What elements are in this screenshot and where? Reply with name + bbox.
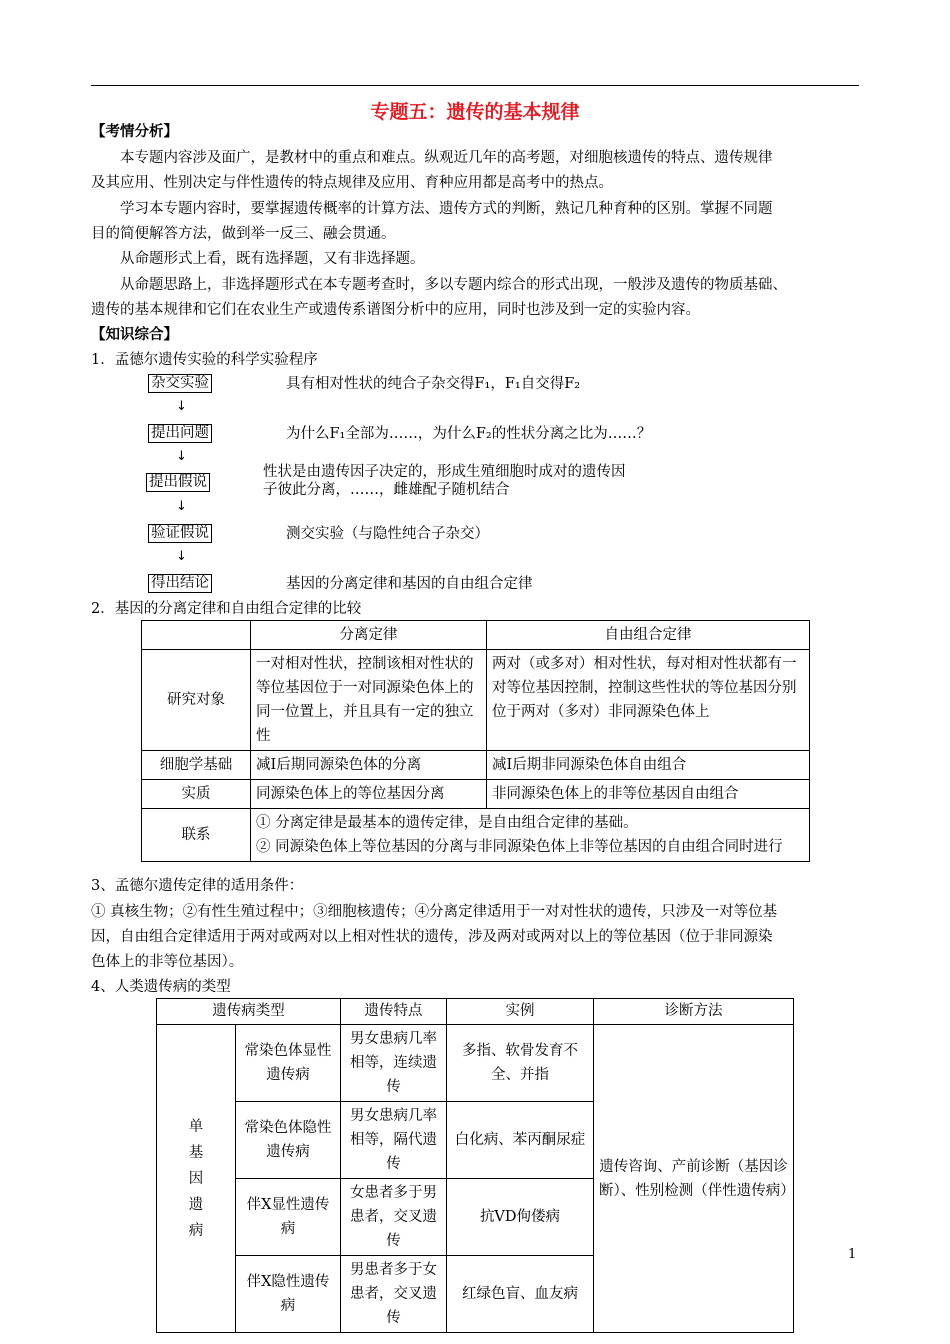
table-cell: 伴X隐性遗传病: [236, 1256, 341, 1333]
flow-step-label: 杂交实验: [148, 374, 212, 393]
table-cell: [251, 809, 810, 862]
table-row: [142, 780, 810, 809]
analysis-p4a: 从命题思路上，非选择题形式在本专题考查时，多以专题内综合的形式出现，一般涉及遗传的物质基础、: [120, 277, 787, 293]
row-label: 研究对象: [142, 650, 251, 751]
flow-step-label: 提出假说: [146, 473, 210, 492]
table-cell: 减Ⅰ后期非同源染色体自由组合: [487, 751, 810, 780]
analysis-p2a: 学习本专题内容时，要掌握遗传概率的计算方法、遗传方式的判断，熟记几种育种的区别。掌握不同题: [120, 201, 773, 217]
table-corner: [142, 621, 251, 650]
diagnosis-cell: 遗传咨询、产前诊断（基因诊断）、性别检测（伴性遗传病）: [594, 1025, 794, 1333]
disease-table: [156, 998, 794, 1333]
table-header: 诊断方法: [594, 999, 794, 1025]
flow-step-label: 得出结论: [148, 574, 212, 593]
flow-step-label: 提出问题: [148, 424, 212, 443]
analysis-p2b: 目的简便解答方法，做到举一反三、融会贯通。: [91, 226, 396, 242]
table-header: 实例: [447, 999, 594, 1025]
comparison-table: [141, 620, 810, 862]
flow-step-text: 具有相对性状的纯合子杂交得F₁，F₁自交得F₂: [286, 376, 581, 392]
link-line-1: ① 分离定律是最基本的遗传定律，是自由组合定律的基础。: [256, 815, 638, 831]
table-cell: 红绿色盲、血友病: [447, 1256, 594, 1333]
table-cell: 男女患病几率相等，隔代遗传: [341, 1102, 447, 1179]
section3-line-1: ① 真核生物；②有性生殖过程中；③细胞核遗传；④分离定律适用于一对对性状的遗传，只涉及一对等位基: [91, 904, 778, 920]
page-number: 1: [848, 1247, 857, 1262]
analysis-p1a: 本专题内容涉及面广，是教材中的重点和难点。纵观近几年的高考题，对细胞核遗传的特点、遗传规律: [120, 150, 773, 166]
table-cell: 抗VD佝偻病: [447, 1179, 594, 1256]
table-cell: 多指、软骨发育不全、并指: [447, 1025, 594, 1102]
table-cell: 伴X显性遗传病: [236, 1179, 341, 1256]
section3-line-2: 因，自由组合定律适用于两对或两对以上相对性状的遗传，涉及两对或两对以上的等位基因（位于非同源染: [91, 929, 773, 945]
table-row: [142, 751, 810, 780]
row-label: 实质: [142, 780, 251, 809]
flow-step-text: 基因的分离定律和基因的自由组合定律: [286, 576, 533, 592]
table-header: 自由组合定律: [487, 621, 810, 650]
table-header: 遗传病类型: [157, 999, 341, 1025]
table-cell: 减Ⅰ后期同源染色体的分离: [251, 751, 487, 780]
header-rule: [91, 85, 859, 86]
down-arrow-icon: ↓: [176, 549, 187, 564]
flow-step-text: 性状是由遗传因子决定的，形成生殖细胞时成对的遗传因: [263, 464, 626, 480]
table-header: 分离定律: [251, 621, 487, 650]
page-title: 专题五：遗传的基本规律: [370, 101, 580, 123]
table-cell: 非同源染色体上的非等位基因自由组合: [487, 780, 810, 809]
analysis-heading: 【考情分析】: [91, 123, 178, 140]
group-char: 因: [188, 1170, 204, 1187]
flow-step-text: 为什么F₁全部为……，为什么F₂的性状分离之比为……？: [286, 426, 652, 442]
table-cell: 白化病、苯丙酮尿症: [447, 1102, 594, 1179]
analysis-p3: 从命题形式上看，既有选择题，又有非选择题。: [120, 251, 425, 267]
group-label: [157, 1025, 236, 1333]
flow-step-text: 测交实验（与隐性纯合子杂交）: [286, 526, 489, 542]
down-arrow-icon: ↓: [176, 449, 187, 464]
link-line-2: ② 同源染色体上等位基因的分离与非同源染色体上非等位基因的自由组合同时进行: [256, 839, 783, 855]
analysis-p4b: 遗传的基本规律和它们在农业生产或遗传系谱图分析中的应用，同时也涉及到一定的实验内容。: [91, 302, 700, 318]
analysis-p1b: 及其应用、性别决定与伴性遗传的特点规律及应用、育种应用都是高考中的热点。: [91, 175, 613, 191]
down-arrow-icon: ↓: [176, 499, 187, 514]
group-char: 病: [188, 1222, 204, 1239]
section1-heading: 1．孟德尔遗传实验的科学实验程序: [91, 352, 318, 368]
flow-step-text-2: 子彼此分离，……，雌雄配子随机结合: [263, 482, 510, 498]
table-cell: 女患者多于男患者，交叉遗传: [341, 1179, 447, 1256]
row-label: 联系: [142, 809, 251, 862]
section3-line-3: 色体上的非等位基因）。: [91, 954, 244, 970]
section2-heading: 2．基因的分离定律和自由组合定律的比较: [91, 601, 362, 617]
table-cell: 常染色体显性遗传病: [236, 1025, 341, 1102]
group-char: 遗: [188, 1196, 204, 1213]
table-row: [157, 1025, 794, 1102]
table-row: [142, 650, 810, 751]
table-header: 遗传特点: [341, 999, 447, 1025]
table-cell: 一对相对性状，控制该相对性状的等位基因位于一对同源染色体上的同一位置上，并且具有一定的独立性: [251, 650, 487, 751]
knowledge-heading: 【知识综合】: [91, 326, 178, 343]
table-row: [142, 809, 810, 862]
group-char: 基: [188, 1144, 204, 1161]
down-arrow-icon: ↓: [176, 399, 187, 414]
table-cell: 男女患病几率相等，连续遗传: [341, 1025, 447, 1102]
section4-heading: 4、人类遗传病的类型: [91, 979, 231, 995]
section3-heading: 3、孟德尔遗传定律的适用条件：: [91, 878, 304, 894]
group-char: 单: [188, 1118, 204, 1135]
row-label: 细胞学基础: [142, 751, 251, 780]
table-cell: 两对（或多对）相对性状，每对相对性状都有一对等位基因控制，控制这些性状的等位基因分别位于两对（多对）非同源染色体上: [487, 650, 810, 751]
table-cell: 男患者多于女患者，交叉遗传: [341, 1256, 447, 1333]
flow-step-label: 验证假说: [148, 524, 212, 543]
table-cell: 同源染色体上的等位基因分离: [251, 780, 487, 809]
table-cell: 常染色体隐性遗传病: [236, 1102, 341, 1179]
